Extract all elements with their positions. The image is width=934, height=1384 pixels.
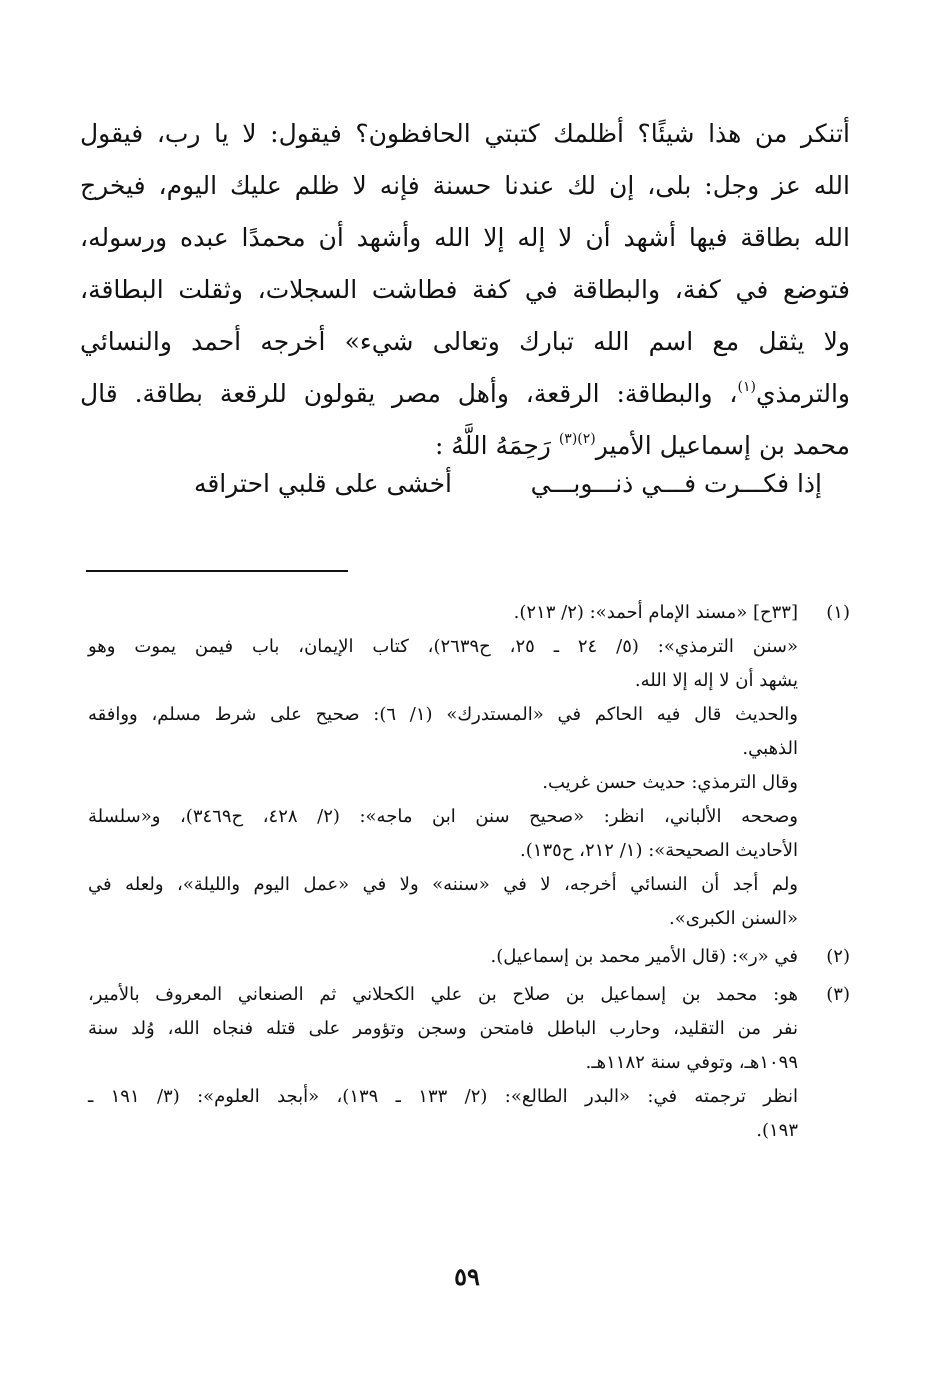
footnote-line: [88, 1080, 850, 1114]
poem-verse: [102, 458, 822, 510]
footnote-text: ١٠٩٩هـ، وتوفي سنة ١١٨٢هـ.: [585, 1052, 798, 1073]
footnote-text: والحديث قال فيه الحاكم في «المستدرك» (١/ ٦): صحيح على شرط مسلم، ووافقه: [88, 704, 798, 725]
footnote-text: في «ر»: (قال الأمير محمد بن إسماعيل).: [490, 946, 798, 967]
footnote-text: «السنن الكبرى».: [668, 908, 798, 929]
main-line-4: فتوضع في كفة، والبطاقة في كفة فطاشت السجلات، وثقلت البطاقة،: [80, 275, 850, 304]
footnote-line: [88, 800, 850, 834]
main-line-3: الله بطاقة فيها أشهد أن لا إله إلا الله وأشهد أن محمدًا عبده ورسوله،: [80, 223, 850, 252]
footnote-text: «سنن الترمذي»: (٥/ ٢٤ ـ ٢٥، ح٢٦٣٩)، كتاب الإيمان، باب فيمن يموت وهو: [88, 636, 798, 657]
footnote-text: الذهبي.: [742, 738, 798, 759]
footnote-number: (١): [826, 602, 850, 623]
footnotes: [88, 596, 850, 1148]
main-text: [80, 108, 850, 472]
verse-first-hemistich: إذا فكـــرت فـــي ذنـــوبـــي: [530, 469, 822, 498]
main-line-6-start: والترمذي: [755, 379, 850, 408]
footnote-line: [88, 868, 850, 902]
footnote-text: ولم أجد أن النسائي أخرجه، لا في «سننه» ولا في «عمل اليوم والليلة»، ولعله في: [88, 874, 798, 895]
main-line-6-end: ، والبطاقة: الرقعة، وأهل مصر يقولون للرقعة بطاقة. قال: [80, 379, 738, 408]
main-line-6: [80, 368, 850, 420]
main-line-5: ولا يثقل مع اسم الله تبارك وتعالى شيء» أخرجه أحمد والنسائي: [80, 327, 850, 356]
footnote-text: ١٩٣).: [756, 1120, 798, 1141]
footnote-number: (٣): [826, 984, 850, 1005]
main-line-7-start: محمد بن إسماعيل الأمير: [595, 431, 850, 460]
main-line-1: أتنكر من هذا شيئًا؟ أظلمك كتبتي الحافظون؟ فيقول: لا يا رب، فيقول: [80, 119, 850, 148]
footnote-line: [88, 940, 850, 974]
page-number: ٥٩: [454, 1262, 480, 1291]
footnote-line: [88, 834, 850, 868]
footnote-text: يشهد أن لا إله إلا الله.: [634, 670, 798, 691]
footnote-line: [88, 1046, 850, 1080]
footnote-text: هو: محمد بن إسماعيل بن صلاح بن علي الكحلاني ثم الصنعاني المعروف بالأمير،: [88, 984, 798, 1005]
footnote-line: [88, 698, 850, 732]
footnote-ref-2-3[interactable]: (٢)(٣): [558, 430, 596, 447]
main-line-2: الله عز وجل: بلى، إن لك عندنا حسنة فإنه لا ظلم عليك اليوم، فيخرج: [80, 171, 851, 200]
footnote-number: (٢): [826, 946, 850, 967]
footnote-text: الأحاديث الصحيحة»: (١/ ٢١٢، ح١٣٥).: [520, 840, 798, 861]
verse-second-hemistich: أخشى على قلبي احتراقه: [193, 469, 452, 498]
footnote-line: [88, 732, 850, 766]
footnote-text: [٣٣ح] «مسند الإمام أحمد»: (٢/ ٢١٣).: [513, 602, 798, 623]
footnote-text: وقال الترمذي: حديث حسن غريب.: [542, 772, 798, 793]
footnote-line: [88, 978, 850, 1012]
footnote-separator: [86, 570, 348, 572]
footnote-line: [88, 596, 850, 630]
footnote-line: [88, 1012, 850, 1046]
footnote-ref-1[interactable]: (١): [737, 378, 756, 395]
footnote-text: نفر من التقليد، وحارب الباطل فامتحن وسجن وتؤومر على قتله فنجاه الله، وُلد سنة: [88, 1018, 798, 1039]
footnote-line: [88, 664, 850, 698]
main-line-7-end: رَحِمَهُ اللَّهُ :: [434, 431, 559, 460]
footnote-line: [88, 630, 850, 664]
footnote-line: [88, 902, 850, 936]
footnote-line: [88, 766, 850, 800]
footnote-text: وصححه الألباني، انظر: «صحيح سنن ابن ماجه»: (٢/ ٤٢٨، ح٣٤٦٩)، و«سلسلة: [88, 806, 799, 827]
footnote-text: انظر ترجمته في: «البدر الطالع»: (٢/ ١٣٣ ـ ١٣٩)، «أبجد العلوم»: (٣/ ١٩١ ـ: [88, 1086, 798, 1107]
footnote-line: [88, 1114, 850, 1148]
